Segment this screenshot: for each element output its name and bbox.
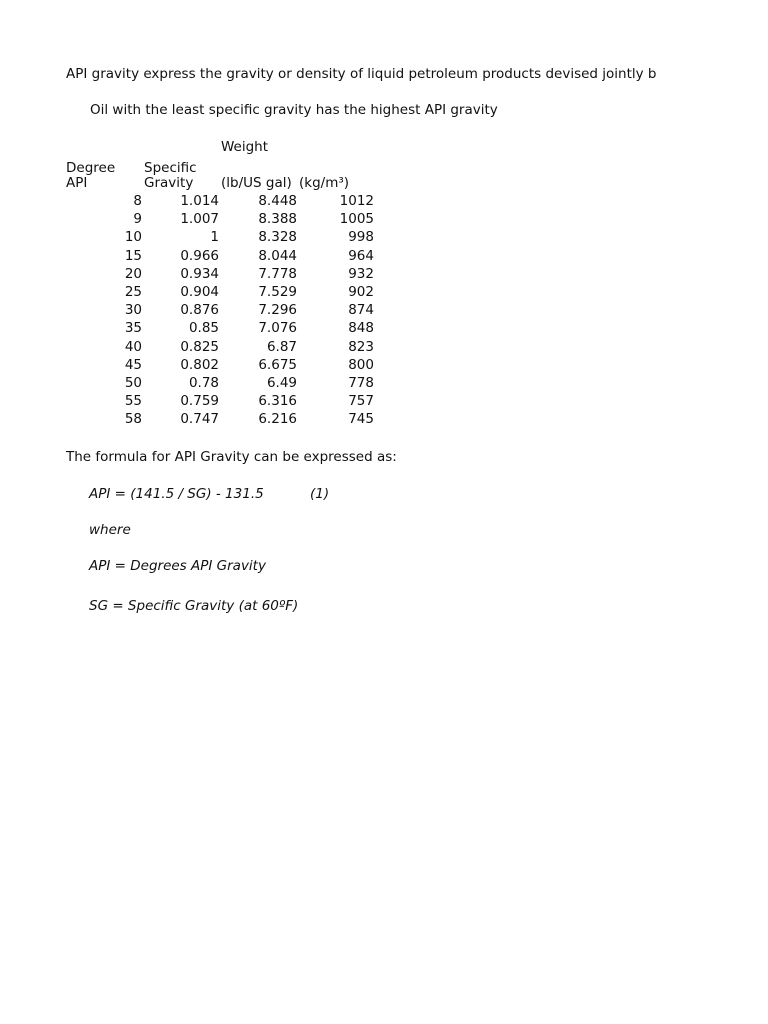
- formula-expression: API = (141.5 / SG) - 131.5: [89, 486, 264, 502]
- cell-specific-gravity: 0.85: [188, 320, 219, 337]
- cell-weight-lb-gal: 8.328: [258, 229, 297, 246]
- cell-weight-kg-m3: 800: [348, 356, 374, 373]
- cell-weight-kg-m3: 964: [348, 247, 374, 264]
- header-gravity: Gravity: [144, 175, 194, 191]
- cell-weight-lb-gal: 6.87: [266, 338, 297, 355]
- note-line: Oil with the least specific gravity has the highest API gravity: [90, 102, 498, 118]
- cell-weight-lb-gal: 6.675: [258, 356, 297, 373]
- header-kg-per-m3: (kg/m³): [299, 175, 350, 191]
- cell-degree-api: 50: [124, 375, 142, 391]
- cell-weight-lb-gal: 7.076: [258, 320, 297, 337]
- cell-specific-gravity: 0.802: [180, 356, 219, 373]
- cell-weight-kg-m3: 1005: [339, 211, 374, 228]
- cell-degree-api: 8: [133, 193, 142, 209]
- table-row: [0, 319, 400, 337]
- table-row: [0, 265, 400, 283]
- table-row: [0, 301, 400, 319]
- cell-weight-kg-m3: 932: [348, 265, 374, 282]
- cell-weight-lb-gal: 8.044: [258, 247, 297, 264]
- cell-degree-api: 25: [124, 284, 142, 300]
- cell-weight-kg-m3: 778: [348, 375, 374, 391]
- cell-weight-kg-m3: 874: [348, 302, 374, 319]
- cell-weight-lb-gal: 8.448: [258, 193, 297, 209]
- cell-degree-api: 10: [124, 229, 142, 246]
- cell-weight-kg-m3: 757: [348, 393, 374, 410]
- cell-specific-gravity: 0.78: [188, 375, 219, 391]
- cell-degree-api: 58: [124, 411, 142, 428]
- table-row: [0, 338, 400, 356]
- cell-specific-gravity: 0.876: [180, 302, 219, 319]
- formula-number: (1): [310, 486, 330, 502]
- cell-specific-gravity: 0.825: [180, 338, 219, 355]
- cell-specific-gravity: 0.904: [180, 284, 219, 300]
- table-row: [0, 228, 400, 246]
- cell-weight-kg-m3: 823: [348, 338, 374, 355]
- table-row: [0, 356, 400, 374]
- cell-degree-api: 20: [124, 265, 142, 282]
- cell-weight-kg-m3: 998: [348, 229, 374, 246]
- cell-weight-lb-gal: 7.296: [258, 302, 297, 319]
- cell-specific-gravity: 1.007: [180, 211, 219, 228]
- weight-group-header: Weight: [221, 139, 269, 155]
- cell-degree-api: 55: [124, 393, 142, 410]
- cell-degree-api: 40: [124, 338, 142, 355]
- intro-paragraph: API gravity express the gravity or density of liquid petroleum products devised jointly b: [66, 66, 657, 82]
- cell-weight-lb-gal: 6.49: [266, 375, 297, 391]
- header-degree: Degree: [66, 160, 116, 176]
- table-row: [0, 210, 400, 228]
- table-row: [0, 283, 400, 301]
- table-row: [0, 410, 400, 428]
- definition-api: API = Degrees API Gravity: [89, 558, 266, 574]
- cell-degree-api: 45: [124, 356, 142, 373]
- header-specific: Specific: [144, 160, 197, 176]
- cell-specific-gravity: 0.747: [180, 411, 219, 428]
- header-lb-per-gal: (lb/US gal): [221, 175, 292, 191]
- cell-weight-lb-gal: 7.778: [258, 265, 297, 282]
- cell-degree-api: 30: [124, 302, 142, 319]
- cell-weight-kg-m3: 1012: [339, 193, 374, 209]
- table-row: [0, 192, 400, 210]
- cell-weight-kg-m3: 848: [348, 320, 374, 337]
- cell-specific-gravity: 0.934: [180, 265, 219, 282]
- cell-specific-gravity: 1: [210, 229, 219, 246]
- definition-sg: SG = Specific Gravity (at 60ºF): [89, 598, 299, 614]
- cell-specific-gravity: 1.014: [180, 193, 219, 209]
- cell-specific-gravity: 0.966: [180, 247, 219, 264]
- cell-weight-lb-gal: 8.388: [258, 211, 297, 228]
- cell-degree-api: 35: [124, 320, 142, 337]
- formula-intro: The formula for API Gravity can be expressed as:: [66, 449, 397, 465]
- cell-degree-api: 9: [133, 211, 142, 228]
- cell-specific-gravity: 0.759: [180, 393, 219, 410]
- cell-weight-kg-m3: 902: [348, 284, 374, 300]
- cell-weight-lb-gal: 6.216: [258, 411, 297, 428]
- cell-weight-kg-m3: 745: [348, 411, 374, 428]
- cell-weight-lb-gal: 6.316: [258, 393, 297, 410]
- table-row: [0, 247, 400, 265]
- cell-degree-api: 15: [124, 247, 142, 264]
- table-row: [0, 374, 400, 392]
- where-label: where: [89, 522, 131, 538]
- table-row: [0, 392, 400, 410]
- header-api: API: [66, 175, 88, 191]
- cell-weight-lb-gal: 7.529: [258, 284, 297, 300]
